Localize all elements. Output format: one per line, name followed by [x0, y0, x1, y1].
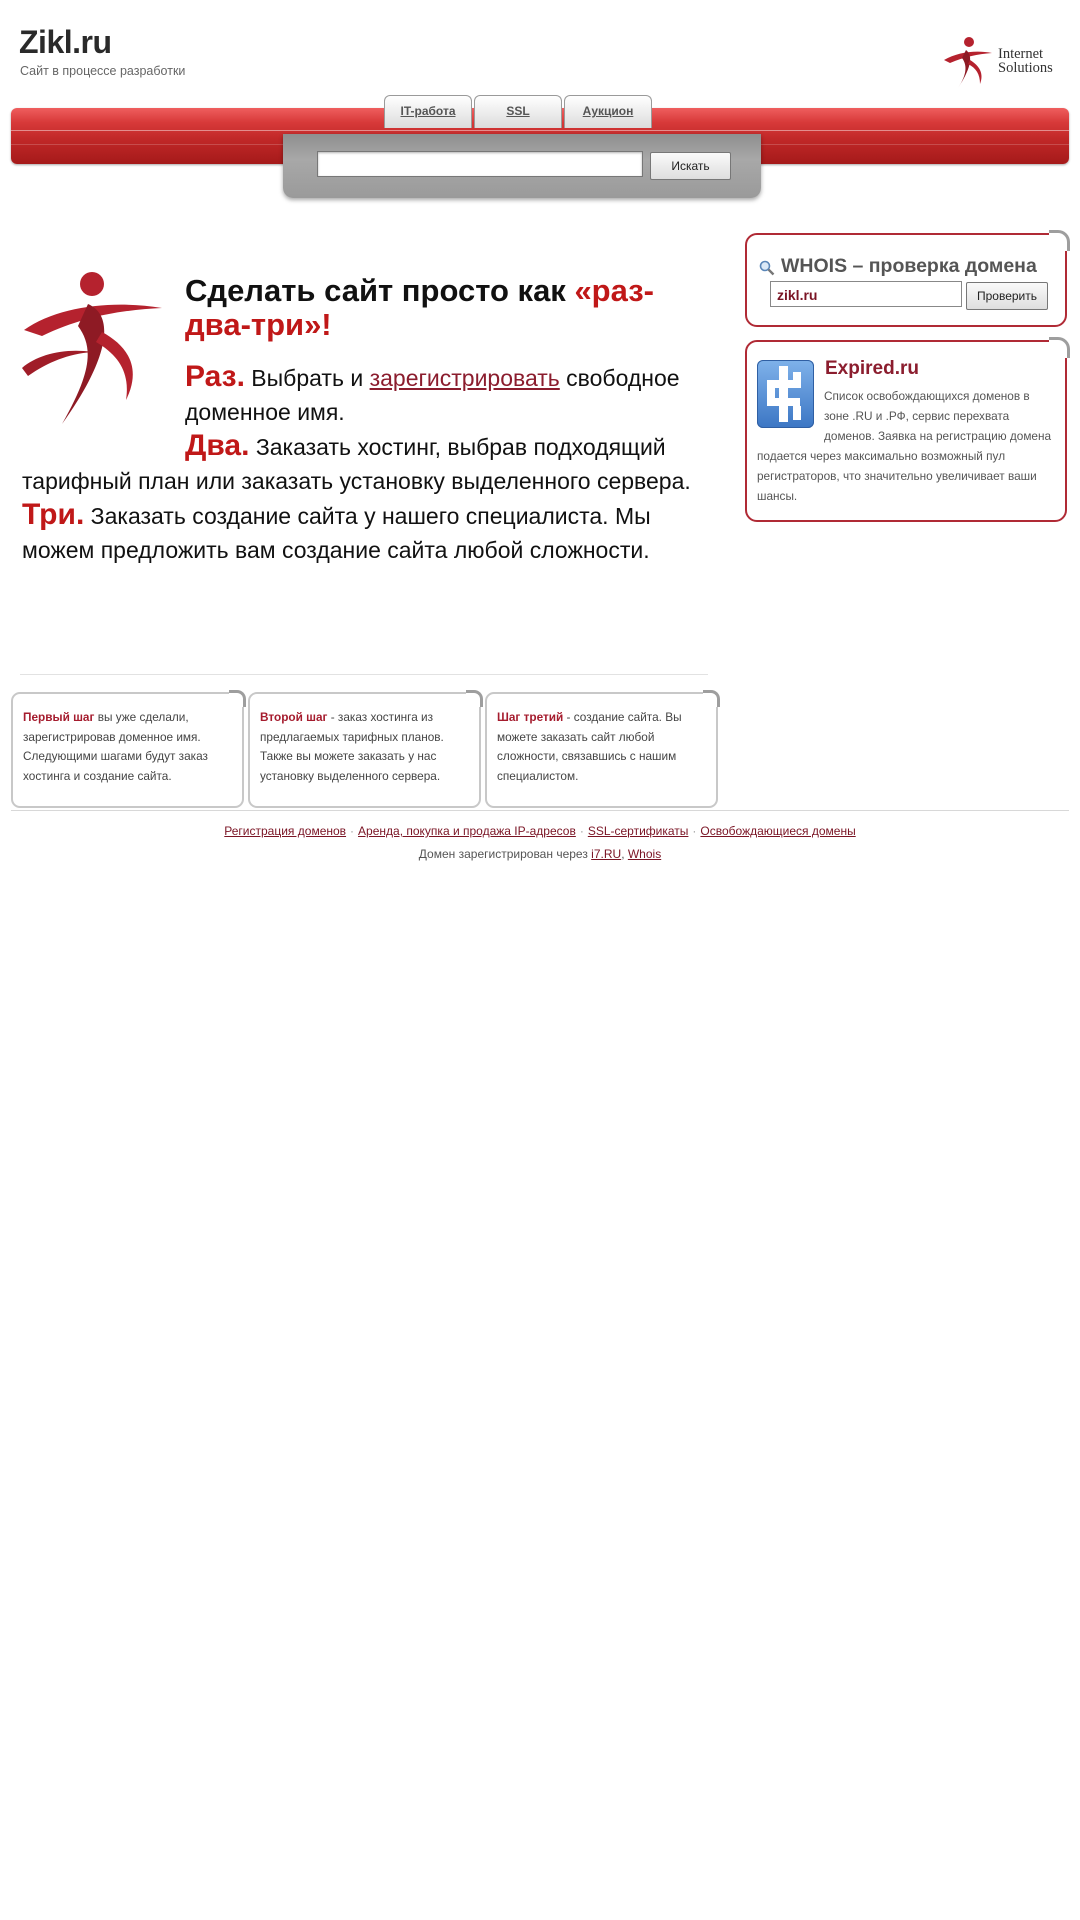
- whois-card: [745, 233, 1067, 327]
- step-box-third: Шаг третий - создание сайта. Вы можете заказать сайт любой сложности, связавшись с нашим специалистом.: [485, 692, 718, 808]
- register-link[interactable]: зарегистрировать: [369, 365, 560, 391]
- footer-rule: [11, 810, 1069, 811]
- whois-domain-input[interactable]: zikl.ru: [770, 281, 962, 307]
- step-box-first: Первый шаг вы уже сделали, зарегистрировав доменное имя. Следующими шагами будут заказ хостинга и создание сайта.: [11, 692, 244, 808]
- expired-title[interactable]: Expired.ru: [825, 358, 919, 379]
- search-input[interactable]: [317, 151, 643, 177]
- whois-title: WHOIS – проверка домена: [781, 255, 1037, 277]
- footer-link-ip[interactable]: Аренда, покупка и продажа IP-адресов: [358, 824, 576, 838]
- footer-link-expiring[interactable]: Освобождающиеся домены: [700, 824, 856, 838]
- brand-line1: Internet: [998, 46, 1044, 62]
- step-box-title: Второй шаг: [260, 710, 328, 724]
- brand-line2: Solutions: [998, 60, 1053, 76]
- step-two-label: Два.: [185, 429, 250, 462]
- brand-figure-icon: [940, 36, 996, 91]
- footer-link-domains[interactable]: Регистрация доменов: [224, 824, 347, 838]
- hero-title-accent: «раз-два-три»!: [185, 273, 654, 342]
- whois-link[interactable]: Whois: [627, 847, 662, 861]
- step-three-label: Три.: [22, 498, 85, 531]
- footer-link-ssl[interactable]: SSL-сертификаты: [587, 824, 689, 838]
- internet-solutions-logo[interactable]: [940, 36, 1065, 91]
- step-box-title: Первый шаг: [23, 710, 95, 724]
- divider: [20, 674, 708, 675]
- step-box-title: Шаг третий: [497, 710, 564, 724]
- whois-check-button[interactable]: Проверить: [966, 282, 1048, 310]
- step-box-second: Второй шаг - заказ хостинга из предлагаемых тарифных планов. Также вы можете заказать у нас установку выделенного сервера.: [248, 692, 481, 808]
- tab-ssl[interactable]: SSL: [474, 95, 562, 128]
- footer-registered: Домен зарегистрирован через i7.RU, Whois: [418, 847, 662, 861]
- footer-links: Регистрация доменов · Аренда, покупка и продажа IP-адресов · SSL-сертификаты · Освобождающиеся домены: [224, 824, 856, 838]
- tab-it-work[interactable]: IT-работа: [384, 95, 472, 128]
- steps-text: Раз. Выбрать и зарегистрировать свободное доменное имя. Два. Заказать хостинг, выбрав подходящий тарифный план или заказать установку выделенного сервера. Три. Заказать создание сайта у нашего специалиста. Мы можем предложить вам создание сайта любой сложности.: [22, 360, 691, 563]
- search-panel: [283, 134, 761, 198]
- search-button[interactable]: Искать: [650, 152, 731, 180]
- site-title[interactable]: Zikl.ru: [19, 24, 112, 60]
- step-one-label: Раз.: [185, 360, 245, 393]
- registrar-link[interactable]: i7.RU: [591, 847, 622, 861]
- tab-auction[interactable]: Аукцион: [564, 95, 652, 128]
- site-subtitle: Сайт в процессе разработки: [20, 64, 186, 78]
- hero-title: Сделать сайт просто как «раз-два-три»!: [185, 273, 654, 342]
- expired-card: [745, 340, 1067, 522]
- expired-description: Список освобождающихся доменов в зоне .RU и .РФ, сервис перехвата доменов. Заявка на регистрацию домена подается через максимально возможный пул регистраторов, что значительно увеличивает ваши шансы.: [757, 389, 1052, 503]
- search-icon: [759, 260, 775, 276]
